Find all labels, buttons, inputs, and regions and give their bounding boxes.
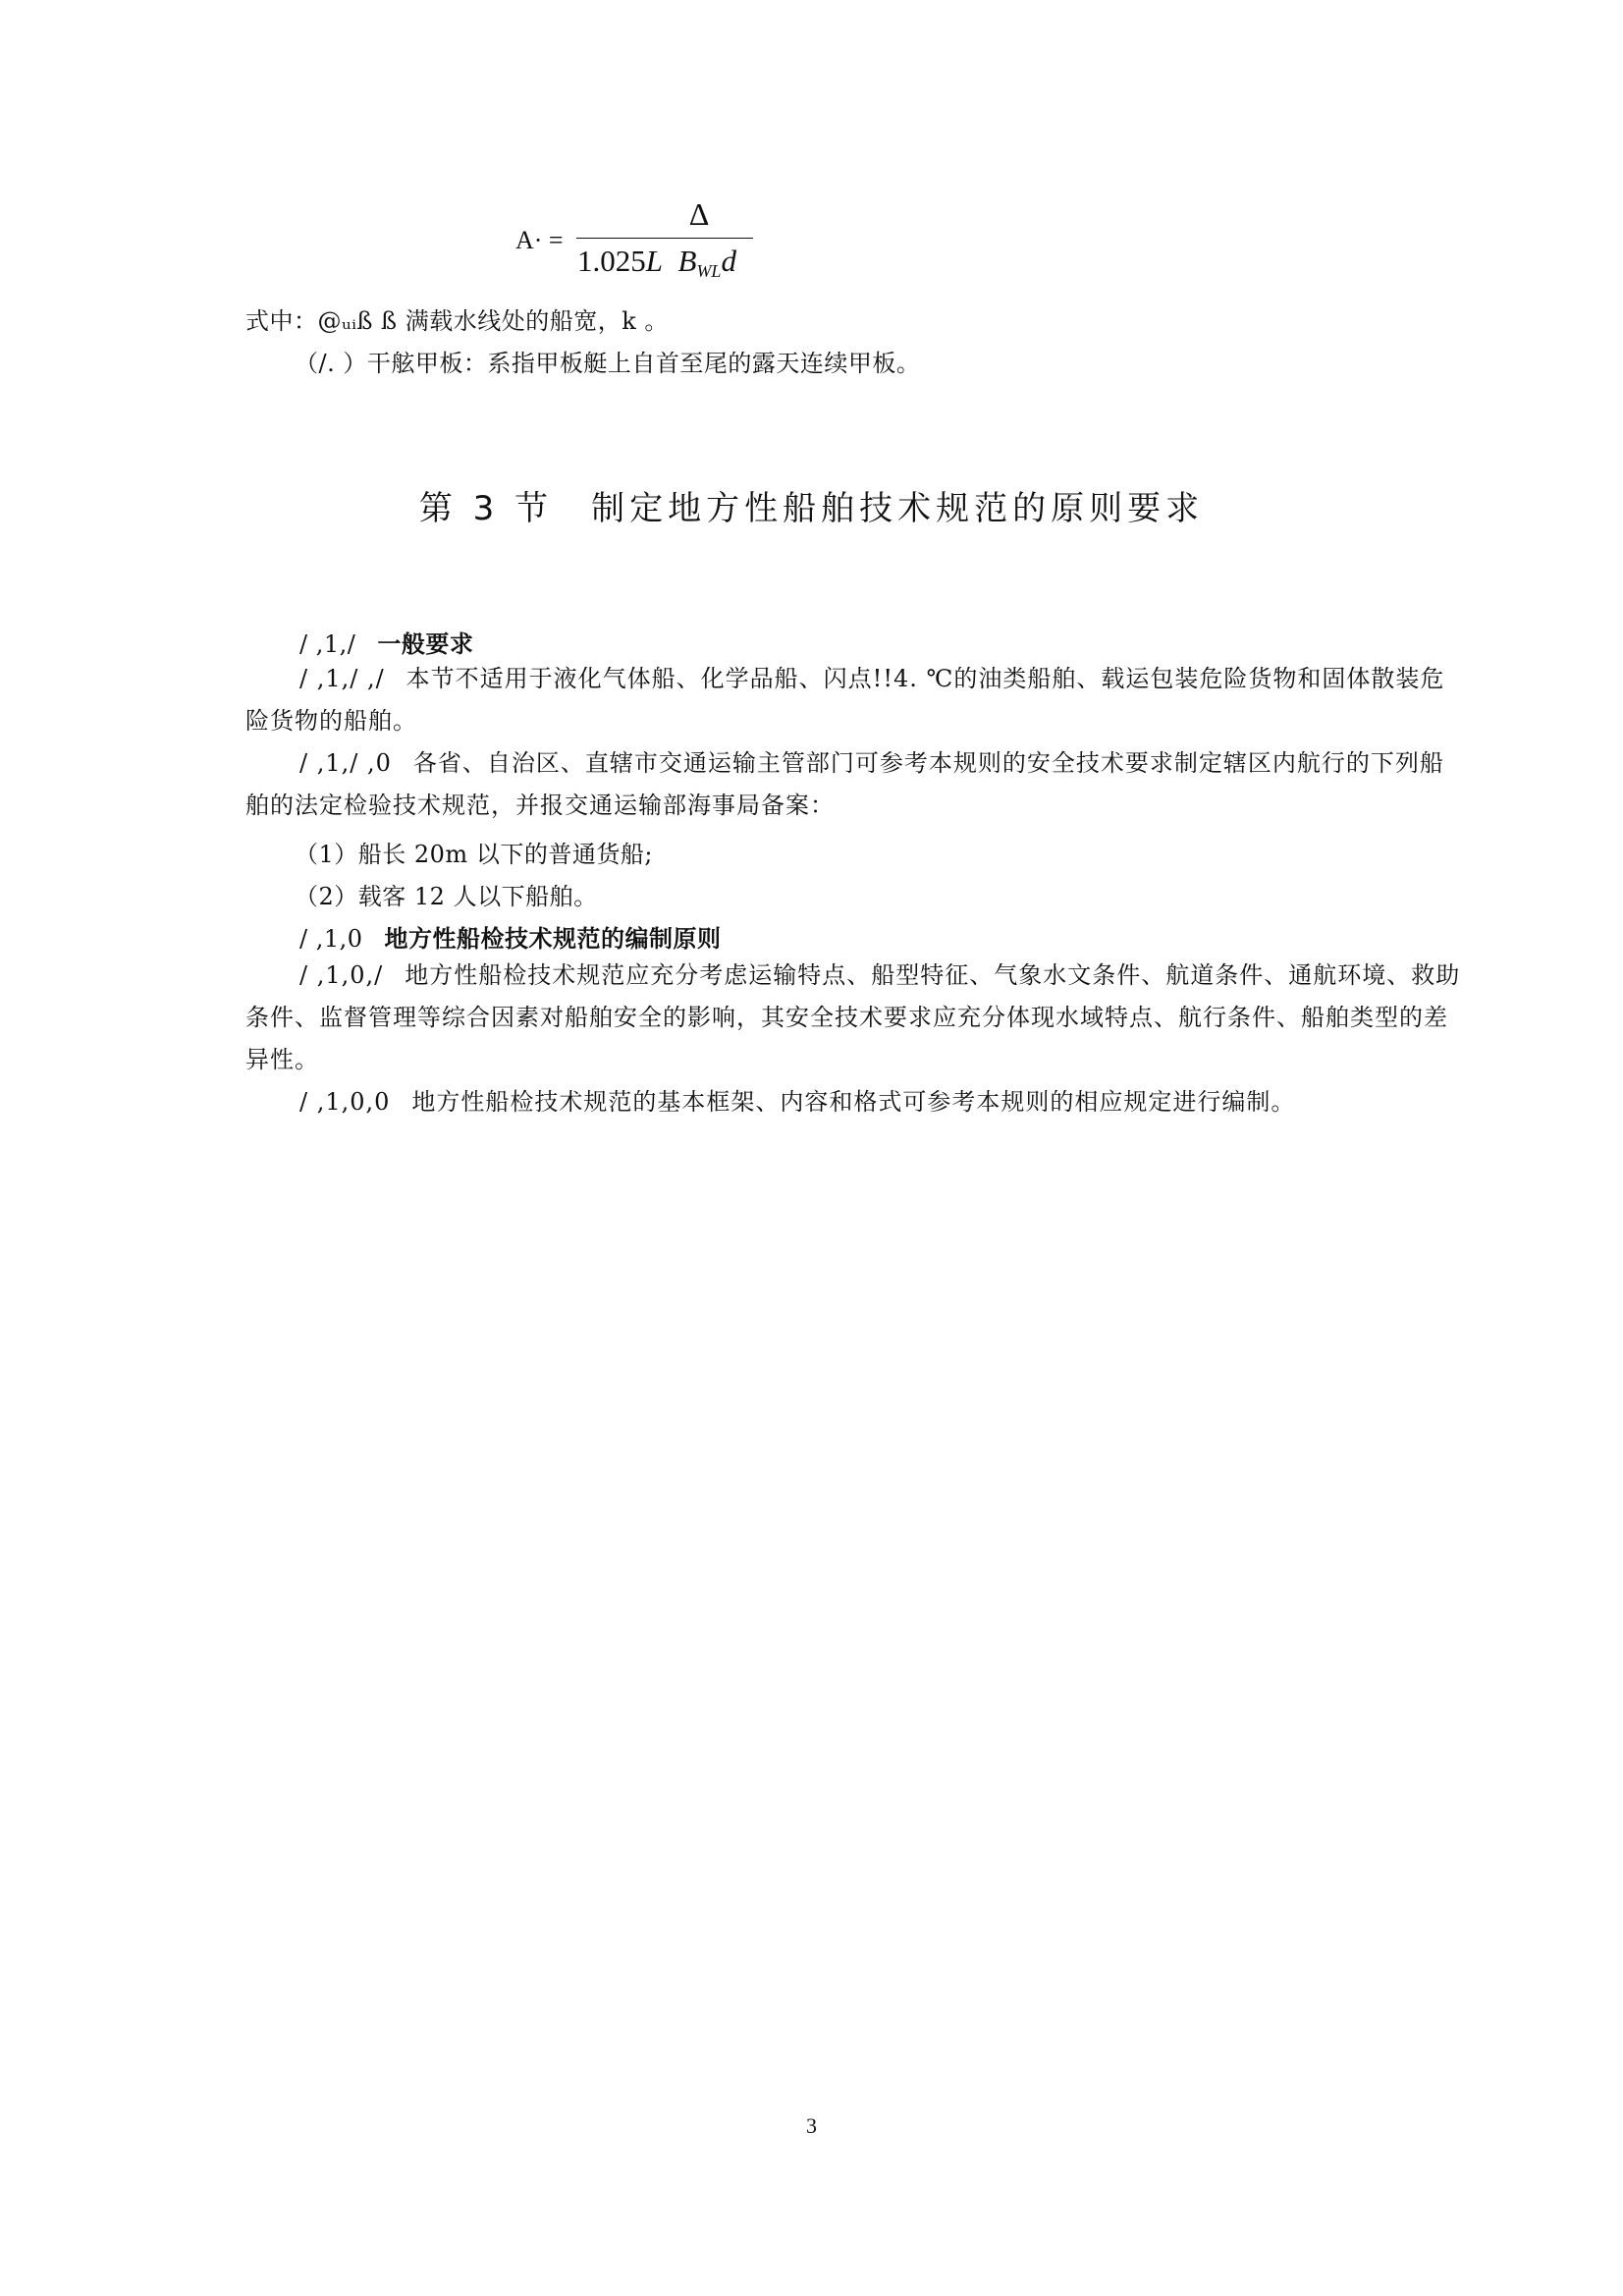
item-heading: 地方性船检技术规范的编制原则 bbox=[384, 925, 722, 953]
item-number: / ,1,/ ,/ bbox=[299, 665, 385, 692]
item-text: 各省、自治区、直辖市交通运输主管部门可参考本规则的安全技术要求制定辖区内航行的下列船舶的法定检验技术规范，并报交通运输部海事局备案： bbox=[245, 749, 1444, 819]
item-1-2 bbox=[299, 919, 722, 954]
item-text: 地方性船检技术规范应充分考虑运输特点、船型特征、气象水文条件、航道条件、通航环境、救助条件、监督管理等综合因素对船舶安全的影响，其安全技术要求应充分体现水域特点、航行条件、船舶类型的差异性。 bbox=[245, 961, 1461, 1073]
item-number: / ,1,0,0 bbox=[299, 1088, 391, 1116]
item-text: 地方性船检技术规范的基本框架、内容和格式可参考本规则的相应规定进行编制。 bbox=[411, 1088, 1296, 1116]
formula-denominator bbox=[577, 244, 736, 282]
item-1-1-1 bbox=[245, 658, 1468, 742]
formula-lhs: A· = bbox=[515, 226, 564, 254]
item-text: 本节不适用于液化气体船、化学品船、闪点!!4. ℃的油类船舶、载运包装危险货物和固体散装危险货物的船舶。 bbox=[245, 665, 1445, 735]
item-number: / ,1,0 bbox=[299, 925, 363, 953]
list-item-2: （2）载客 12 人以下船舶。 bbox=[295, 883, 598, 910]
den-d: d bbox=[721, 244, 736, 278]
den-coef: 1.025 bbox=[577, 244, 646, 278]
item-1-1 bbox=[299, 625, 473, 659]
den-b: B bbox=[677, 244, 697, 278]
section-title: 第 3 节 制定地方性船舶技术规范的原则要求 bbox=[418, 489, 1205, 528]
list-item-1: （1）船长 20m 以下的普通货船; bbox=[295, 841, 653, 868]
item-1-2-2 bbox=[245, 1081, 1468, 1123]
page-number: 3 bbox=[806, 2113, 817, 2138]
displacement-coefficient-formula bbox=[515, 196, 771, 295]
item-1-2-1 bbox=[245, 955, 1468, 1081]
item-number: / ,1,/ ,0 bbox=[299, 749, 392, 777]
formula-numerator: Δ bbox=[688, 196, 710, 232]
den-sub: WL bbox=[696, 261, 722, 281]
formula-where-line: 式中：@ᵤᵢß ß 满载水线处的船宽，k 。 bbox=[245, 307, 669, 335]
item-number: / ,1,/ bbox=[299, 630, 356, 658]
item-1-1-2 bbox=[245, 742, 1468, 827]
item-number: / ,1,0,/ bbox=[299, 961, 384, 989]
freeboard-deck-definition: （/. ）干舷甲板：系指甲板艇上自首至尾的露天连续甲板。 bbox=[295, 350, 921, 377]
den-l: L bbox=[645, 244, 663, 278]
item-heading: 一般要求 bbox=[377, 630, 474, 658]
fraction-bar bbox=[576, 238, 753, 239]
